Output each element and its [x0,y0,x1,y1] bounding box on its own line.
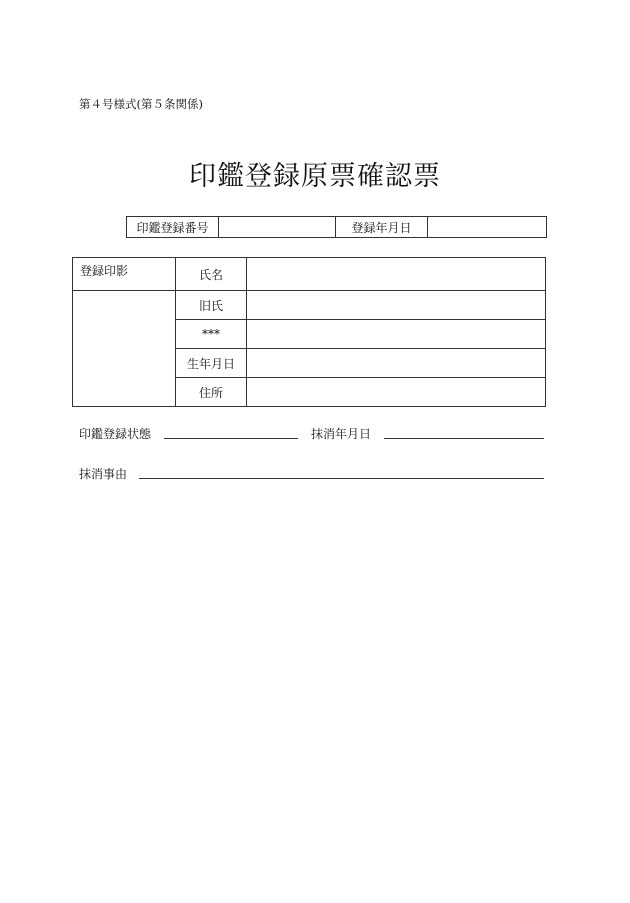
seal-status-field[interactable] [164,438,298,439]
seal-impression-label: 登録印影 [73,258,176,291]
deletion-date-label: 抹消年月日 [311,427,372,441]
seal-info-table [72,257,546,407]
masked-label: *** [176,320,247,349]
form-number: 第４号様式(第５条関係) [79,97,203,111]
deletion-reason-label: 抹消事由 [79,467,128,481]
name-label: 氏名 [176,258,247,291]
address-label: 住所 [176,378,247,407]
registration-date-label: 登録年月日 [336,217,428,238]
seal-status-label: 印鑑登録状態 [79,427,152,441]
registration-table [126,216,547,238]
birthdate-label: 生年月日 [176,349,247,378]
name-field[interactable] [247,258,546,291]
registration-number-field[interactable] [219,217,336,238]
deletion-reason-field[interactable] [139,478,544,479]
registration-date-field[interactable] [428,217,547,238]
address-field[interactable] [247,378,546,407]
birthdate-field[interactable] [247,349,546,378]
registration-number-label: 印鑑登録番号 [127,217,219,238]
former-surname-field[interactable] [247,291,546,320]
former-surname-label: 旧氏 [176,291,247,320]
masked-field[interactable] [247,320,546,349]
page-title: 印鑑登録原票確認票 [189,161,441,192]
seal-impression-area [73,291,176,407]
deletion-date-field[interactable] [384,438,544,439]
